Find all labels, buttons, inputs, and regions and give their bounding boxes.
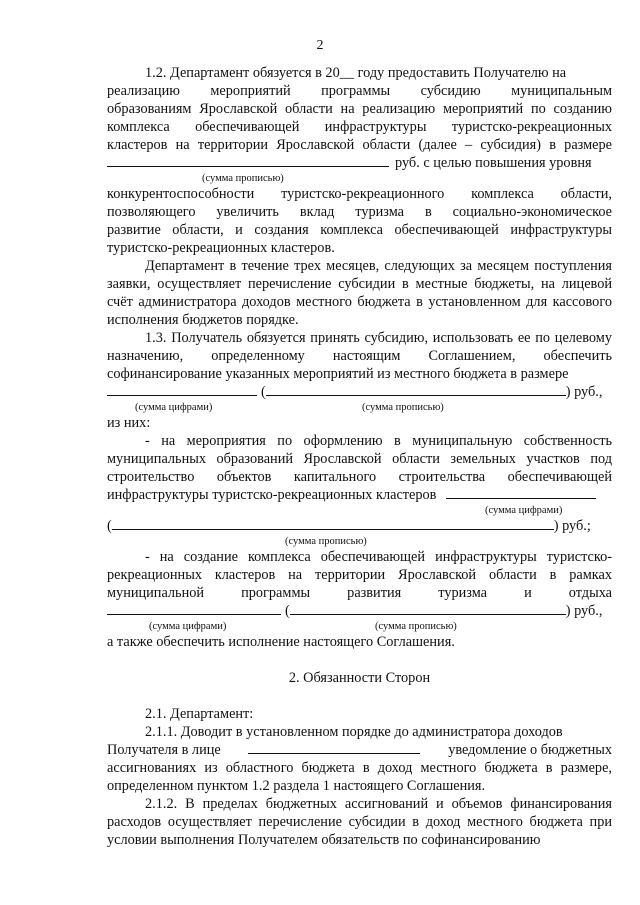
caption-amount-digits: (сумма цифрами) (485, 505, 563, 516)
clause-1-2-cont-line-1: конкурентоспособности туристско-рекреационного комплекса области, (107, 186, 612, 202)
caption-row (107, 504, 612, 517)
clause-1-2-amount-row (107, 154, 612, 172)
caption-amount-digits: (сумма цифрами) (149, 621, 227, 632)
caption-row (107, 535, 612, 548)
clause-2-1-2: 2.1.2. В пределах бюджетных ассигнований и объемов финансирования расходов осуществляет перечисление субсидии в доход местного бюджета при условии выполнения Получателем обязательств по софинансированию (107, 796, 612, 848)
recipient-name-blank[interactable] (248, 741, 420, 754)
item-infrastructure-amount-row (107, 602, 612, 620)
caption-amount-words: (сумма прописью) (285, 536, 367, 547)
clause-1-3-amount-row (107, 383, 612, 401)
caption-row (107, 172, 612, 185)
amount-words-blank[interactable] (266, 383, 566, 396)
clause-1-2-line-1: 1.2. Департамент обязуется в 20__ году предоставить Получателю на (145, 65, 567, 81)
amount-words-blank[interactable] (290, 602, 566, 615)
amount-words-blank[interactable] (112, 517, 554, 530)
clause-1-2-cont-line-4: туристско-рекреационных кластеров. (107, 240, 335, 256)
amount-digits-blank[interactable] (107, 383, 257, 396)
closing-line: а также обеспечить исполнение настоящего Соглашения. (107, 634, 455, 650)
paren-close: ) руб.; (553, 518, 591, 534)
item-land-plots-amount-row (107, 517, 612, 535)
recipient-prefix: Получателя в лице (107, 742, 221, 758)
clause-2-1-1-line-1: 2.1.1. Доводит в установленном порядке до администратора доходов (145, 724, 563, 740)
document-body (107, 64, 612, 849)
clause-1-3: 1.3. Получатель обязуется принять субсидию, использовать ее по целевому назначению, определенному настоящим Соглашением, обеспечить софинансирование указанных мероприятий из местного бюджета в размере (107, 330, 612, 382)
paren-open: ( (261, 384, 266, 400)
paren-open: ( (285, 603, 290, 619)
department-paragraph: Департамент в течение трех месяцев, следующих за месяцем поступления заявки, осуществляет перечисление субсидии в местные бюджеты, на лицевой счёт администратора доходов местного бюджета в установленном для кассового исполнения бюджетов порядке. (107, 258, 612, 328)
clause-2-1: 2.1. Департамент: (145, 706, 254, 722)
clause-1-2-line-4: комплекса обеспечивающей инфраструктуры туристско-рекреационных (107, 119, 612, 135)
recipient-suffix: уведомление о бюджетных (448, 742, 612, 758)
clause-2-1-1-cont: ассигнованиях из областного бюджета в доход местного бюджета в размере, определенном пунктом 1.2 раздела 1 настоящего Соглашения. (107, 760, 612, 794)
page-number: 2 (316, 38, 324, 53)
clause-1-2-cont-line-3: развитие области, и создания комплекса обеспечивающей инфраструктуры (107, 222, 612, 238)
item-land-plots-text: - на мероприятия по оформлению в муниципальную собственность муниципальных образований Ярославской области земельных участков под строительство объектов капитального строительства обеспечивающей инфраструктуры туристско-рекреационных кластеров (107, 433, 612, 503)
amount-digits-blank[interactable] (107, 602, 281, 615)
amount-digits-blank[interactable] (446, 486, 596, 499)
clause-2-1-1-recipient-row (107, 741, 612, 759)
clause-1-2-line-2: реализацию мероприятий программы субсидию муниципальным (107, 83, 612, 99)
caption-amount-digits: (сумма цифрами) (135, 402, 213, 413)
caption-amount-words: (сумма прописью) (202, 173, 284, 184)
clause-1-2-cont-line-2: позволяющего увеличить вклад туризма в социально-экономическое (107, 204, 612, 220)
caption-row (107, 401, 612, 414)
item-infrastructure: - на создание комплекса обеспечивающей инфраструктуры туристско-рекреационных кластеров на территории Ярославской области в рамках муниципальной программы развития туризма и отдыха (107, 549, 612, 601)
amount-suffix: руб. с целью повышения уровня (395, 155, 592, 171)
caption-amount-words: (сумма прописью) (375, 621, 457, 632)
caption-amount-words: (сумма прописью) (362, 402, 444, 413)
amount-words-blank[interactable] (107, 154, 389, 167)
clause-1-2-line-5: кластеров на территории Ярославской области (далее – субсидия) в размере (107, 137, 612, 153)
section-2-heading: 2. Обязанности Сторон (288, 670, 431, 686)
of-them-label: из них: (107, 415, 151, 431)
caption-row (107, 620, 612, 633)
item-land-plots (107, 432, 612, 504)
paren-close: ) руб., (565, 384, 603, 400)
paren-open: ( (107, 518, 112, 534)
paren-close: ) руб., (565, 603, 603, 619)
clause-1-2-line-3: образованиям Ярославской области на реализацию мероприятий по созданию (107, 101, 612, 117)
